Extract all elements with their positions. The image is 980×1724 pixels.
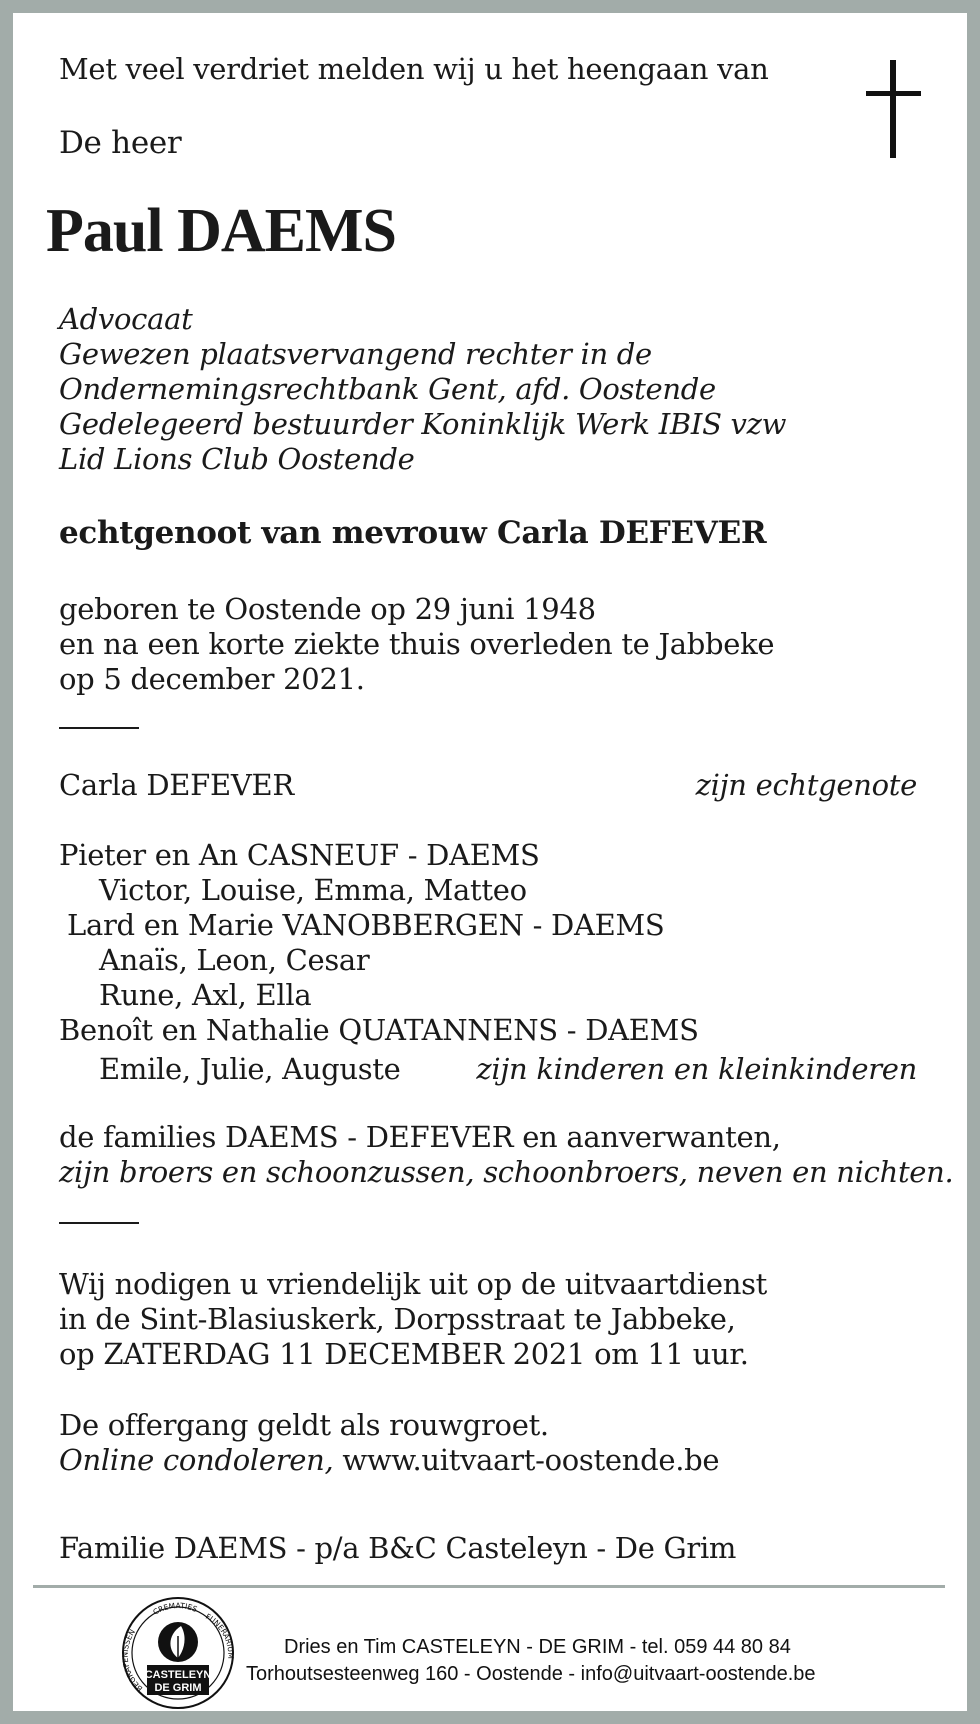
footer-contact-line1: Dries en Tim CASTELEYN - DE GRIM - tel. 059 44 80 84 [284, 1636, 791, 1658]
signature: Familie DAEMS - p/a B&C Casteleyn - De Grim [59, 1531, 737, 1565]
cross-horizontal-bar [866, 91, 921, 96]
grandchildren-line: Emile, Julie, Auguste [99, 1052, 401, 1086]
title-line: Ondernemingsrechtbank Gent, afd. Oostende [59, 372, 716, 406]
deceased-name: Paul DAEMS [46, 197, 396, 265]
logo-line1: CASTELEYN [144, 1669, 212, 1681]
grandchildren-line: Victor, Louise, Emma, Matteo [99, 873, 527, 907]
logo-arc-top: CREMATIES [151, 1601, 199, 1617]
condolence-label: Online condoleren, [59, 1443, 334, 1477]
birth-death-line: geboren te Oostende op 29 juni 1948 [59, 592, 596, 626]
title-line: Gewezen plaatsvervangend rechter in de [59, 337, 652, 371]
footer-separator [33, 1585, 945, 1588]
grandchildren-line: Rune, Axl, Ella [99, 978, 312, 1012]
title-line: Advocaat [59, 302, 193, 336]
spouse-line: echtgenoot van mevrouw Carla DEFEVER [59, 515, 767, 551]
divider [59, 1222, 139, 1224]
spouse-relation: zijn echtgenote [695, 768, 917, 802]
intro-text: Met veel verdriet melden wij u het heengaan van [59, 52, 769, 86]
logo-arc-right: FUNERARIUM [203, 1611, 235, 1659]
grandchildren-line: Anaïs, Leon, Cesar [99, 943, 370, 977]
funeral-home-logo [121, 1596, 235, 1710]
cross-vertical-bar [890, 60, 896, 158]
leaf-icon [158, 1622, 198, 1662]
divider [59, 727, 139, 729]
birth-death-line: op 5 december 2021. [59, 662, 365, 696]
offering-text: De offergang geldt als rouwgroet. [59, 1408, 549, 1442]
footer-contact-line2: Torhoutsesteenweg 160 - Oostende - info@uitvaart-oostende.be [246, 1663, 816, 1685]
condolence-line [59, 1443, 719, 1478]
birth-death-line: en na een korte ziekte thuis overleden te Jabbeke [59, 627, 775, 661]
child-family-line: Pieter en An CASNEUF - DAEMS [59, 838, 540, 872]
logo-line2: DE GRIM [154, 1682, 202, 1694]
spouse-name: Carla DEFEVER [59, 768, 294, 802]
children-relation: zijn kinderen en kleinkinderen [476, 1052, 917, 1086]
families-line: de families DAEMS - DEFEVER en aanverwanten, [59, 1120, 781, 1154]
title-line: Gedelegeerd bestuurder Koninklijk Werk IBIS vzw [59, 407, 787, 441]
relatives-line: zijn broers en schoonzussen, schoonbroers, neven en nichten. [59, 1155, 954, 1189]
title-line: Lid Lions Club Oostende [59, 442, 415, 476]
condolence-url[interactable]: www.uitvaart-oostende.be [342, 1443, 720, 1477]
salutation: De heer [59, 125, 182, 161]
child-family-line: Benoît en Nathalie QUATANNENS - DAEMS [59, 1013, 699, 1047]
invitation-line: Wij nodigen u vriendelijk uit op de uitvaartdienst [59, 1267, 768, 1301]
invitation-line: op ZATERDAG 11 DECEMBER 2021 om 11 uur. [59, 1337, 749, 1371]
child-family-line: Lard en Marie VANOBBERGEN - DAEMS [67, 908, 665, 942]
invitation-line: in de Sint-Blasiuskerk, Dorpsstraat te Jabbeke, [59, 1302, 736, 1336]
logo-arc-left: BEGRAFENISSEN [121, 1627, 145, 1694]
